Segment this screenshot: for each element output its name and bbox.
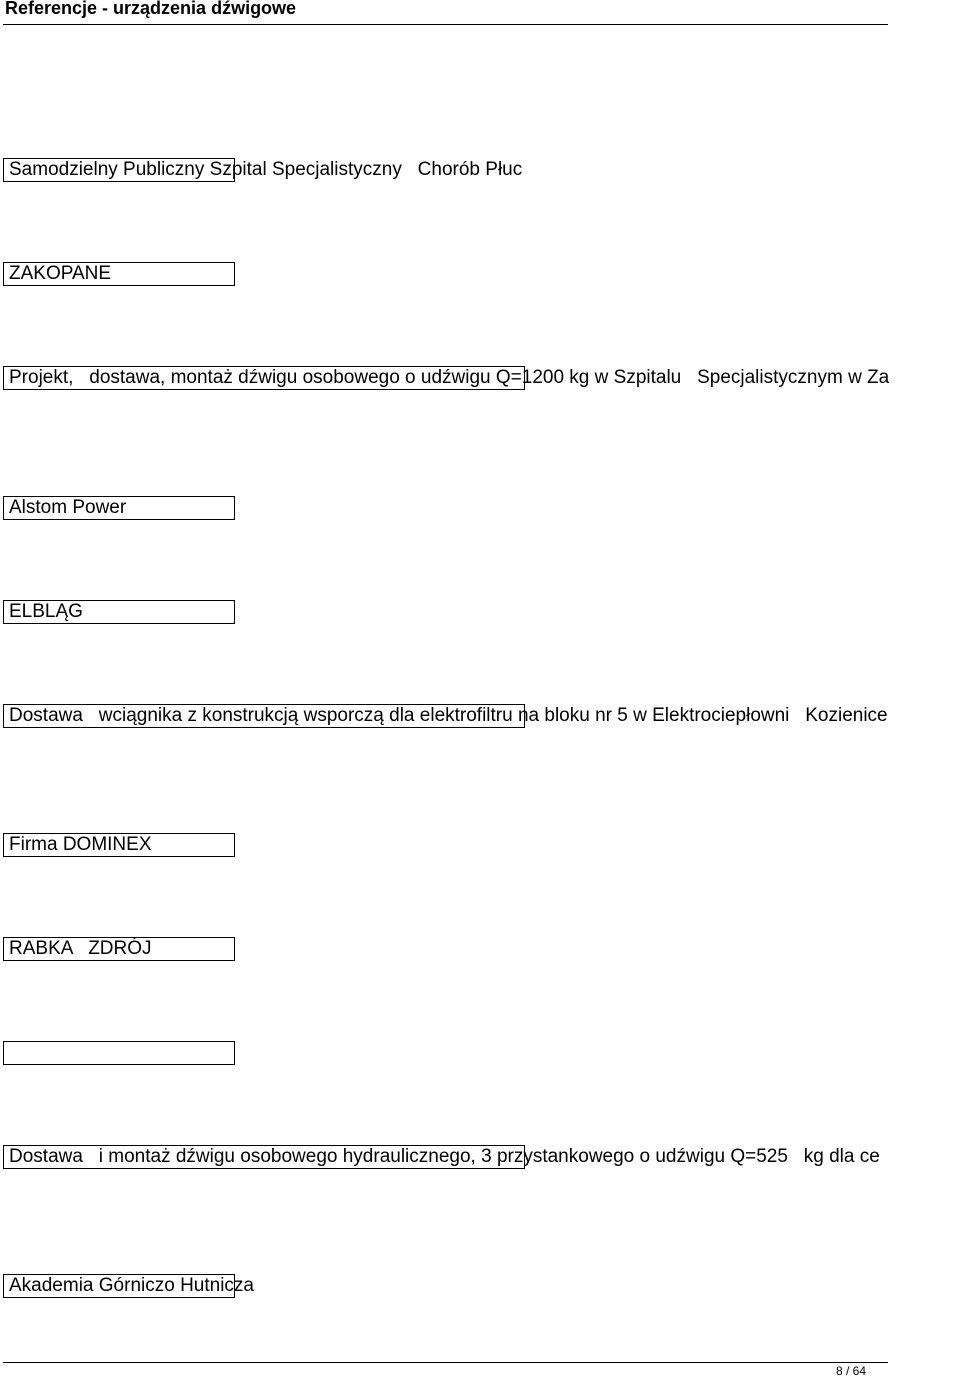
- footer-divider: [3, 1362, 888, 1363]
- entry-client-name: Alstom Power: [9, 497, 127, 518]
- entry-city: ZAKOPANE: [9, 263, 112, 284]
- page-title: Referencje - urządzenia dźwigowe: [5, 0, 297, 18]
- header-divider: [3, 24, 888, 25]
- entry-client-name: Akademia Górniczo Hutnicza: [9, 1275, 254, 1296]
- entry-description: Dostawa i montaż dźwigu osobowego hydraulicznego, 3 przystankowego o udźwigu Q=525 kg dla ce: [9, 1146, 880, 1167]
- entry-description: Dostawa wciągnika z konstrukcją wsporczą dla elektrofiltru na bloku nr 5 w Elektrociepłowni Kozienice: [9, 705, 888, 726]
- entry-description: Projekt, dostawa, montaż dźwigu osobowego o udźwigu Q=1200 kg w Szpitalu Specjalistycznym w Za: [9, 367, 890, 388]
- entry-client-name: Firma DOMINEX: [9, 834, 152, 855]
- entry-city: ELBLĄG: [9, 601, 83, 622]
- entry-city: RABKA ZDRÓJ: [9, 938, 152, 959]
- form-field-box[interactable]: [3, 1041, 235, 1065]
- entry-client-name: Samodzielny Publiczny Szpital Specjalistyczny Chorób Płuc: [9, 159, 523, 180]
- page-number: 8 / 64: [836, 1364, 867, 1378]
